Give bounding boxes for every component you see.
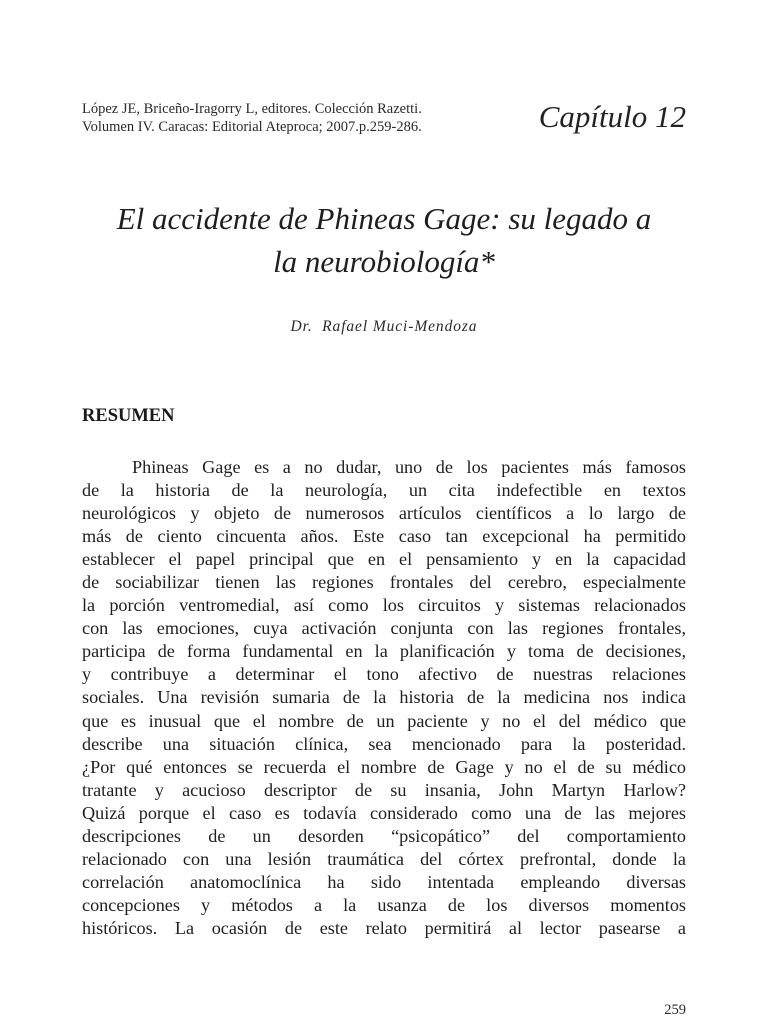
title-line: El accidente de Phineas Gage: su legado a [116, 201, 652, 236]
body-line: ¿Por qué entonces se recuerda el nombre de Gage y no el de su médico [82, 756, 686, 777]
citation-line: López JE, Briceño-Iragorry L, editores. Colección Razetti. [82, 101, 422, 117]
body-line: que es inusual que el nombre de un paciente y no el del médico que [82, 710, 686, 731]
body-line: Quizá porque el caso es todavía considerado como una de las mejores [82, 802, 686, 823]
body-line: correlación anatomoclínica ha sido intentada empleando diversas [82, 871, 686, 892]
body-line: y contribuye a determinar el tono afectivo de nuestras relaciones [82, 664, 686, 685]
body-line: la porción ventromedial, así como los circuitos y sistemas relacionados [82, 595, 686, 616]
section-heading: RESUMEN [82, 406, 175, 426]
body-line: establecer el papel principal que en el pensamiento y en la capacidad [82, 549, 686, 570]
body-line: describe una situación clínica, sea mencionado para la posteridad. [82, 733, 686, 754]
body-line: históricos. La ocasión de este relato permitirá al lector pasearse a [82, 917, 686, 938]
page-number: 259 [664, 1002, 686, 1018]
body-line: relacionado con una lesión traumática del córtex prefrontal, donde la [82, 848, 686, 869]
body-line: neurológicos y objeto de numerosos artículos científicos a lo largo de [82, 503, 686, 524]
body-line: de sociabilizar tienen las regiones frontales del cerebro, especialmente [82, 572, 686, 593]
title-line: la neurobiología* [273, 244, 495, 279]
body-line: tratante y acucioso descriptor de su insania, John Martyn Harlow? [82, 779, 686, 800]
chapter-label: Capítulo 12 [538, 99, 686, 134]
citation-line: Volumen IV. Caracas: Editorial Ateproca; 2007.p.259-286. [82, 119, 422, 135]
body-line: participa de forma fundamental en la planificación y toma de decisiones, [82, 641, 686, 662]
body-line: concepciones y métodos a la usanza de los diversos momentos [82, 894, 686, 915]
abstract-body [82, 456, 686, 940]
body-line: sociales. Una revisión sumaria de la historia de la medicina nos indica [82, 687, 686, 708]
article-title [82, 197, 686, 283]
body-line: de la historia de la neurología, un cita indefectible en textos [82, 480, 686, 501]
body-line: descripciones de un desorden “psicopático” del comportamiento [82, 825, 686, 846]
citation-block [82, 100, 422, 136]
body-line: más de ciento cincuenta años. Este caso tan excepcional ha permitido [82, 526, 686, 547]
body-line: Phineas Gage es a no dudar, uno de los pacientes más famosos [132, 457, 686, 477]
author-name: Dr. Rafael Muci-Mendoza [290, 318, 478, 335]
body-line: con las emociones, cuya activación conjunta con las regiones frontales, [82, 618, 686, 639]
